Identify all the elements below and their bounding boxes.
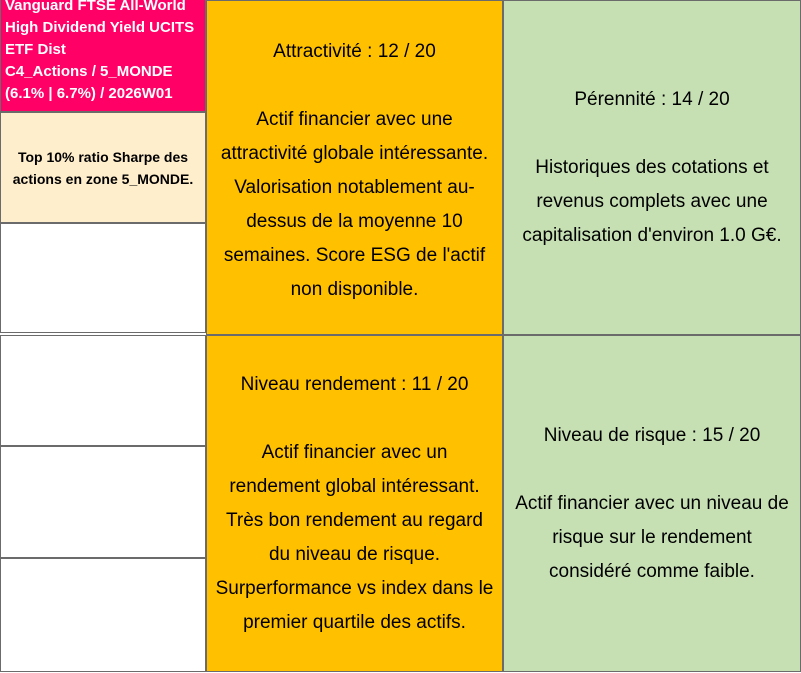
risque-text-line: risque sur le rendement <box>552 526 752 548</box>
sharpe-note-cell <box>0 112 206 223</box>
attractivite-text-line: Valorisation notablement au- <box>234 177 475 198</box>
risque-score-cell <box>503 335 801 672</box>
perennite-text-line: capitalisation d'environ 1.0 G€. <box>522 224 782 246</box>
sharpe-note-text: Top 10% ratio Sharpe des actions en zone 5_MONDE. <box>12 148 194 187</box>
perennite-text-line: Historiques des cotations et <box>535 156 769 178</box>
asset-title-line: High Dividend Yield UCITS <box>5 19 195 36</box>
rendement-text-line: Très bon rendement au regard <box>225 509 483 531</box>
rendement-text-line: Actif financier avec un <box>261 441 448 463</box>
asset-title-line: Vanguard FTSE All-World <box>5 0 186 14</box>
empty-cell <box>0 558 206 672</box>
asset-title-cell <box>0 0 206 112</box>
rendement-text-line: du niveau de risque. <box>268 543 441 565</box>
attractivite-heading: Attractivité : 12 / 20 <box>273 41 436 62</box>
attractivite-text-line: Actif financier avec une <box>256 109 453 130</box>
attractivite-score-cell <box>206 0 503 335</box>
empty-cell <box>0 446 206 558</box>
attractivite-text-line: semaines. Score ESG de l'actif <box>223 245 486 266</box>
perennite-text-line: revenus complets avec une <box>536 190 768 212</box>
rendement-score-cell <box>206 335 503 672</box>
rendement-text-line: Surperformance vs index dans le <box>215 577 494 599</box>
rendement-text-line: premier quartile des actifs. <box>243 611 466 633</box>
attractivite-text-line: dessus de la moyenne 10 <box>246 211 463 232</box>
asset-title-line: ETF Dist <box>5 41 66 58</box>
rendement-heading: Niveau rendement : 11 / 20 <box>240 373 469 395</box>
asset-performance-line: (6.1% | 6.7%) / 2026W01 <box>5 85 173 102</box>
empty-cell <box>0 335 206 446</box>
risque-text-line: considéré comme faible. <box>549 560 755 582</box>
perennite-heading: Pérennité : 14 / 20 <box>574 88 730 110</box>
empty-cell <box>0 223 206 333</box>
risque-heading: Niveau de risque : 15 / 20 <box>543 424 761 446</box>
rendement-text-line: rendement global intéressant. <box>229 475 480 497</box>
perennite-score-cell <box>503 0 801 335</box>
attractivite-text-line: non disponible. <box>290 279 419 300</box>
asset-category-line: C4_Actions / 5_MONDE <box>5 63 173 80</box>
attractivite-text-line: attractivité globale intéressante. <box>220 143 489 164</box>
risque-text-line: Actif financier avec un niveau de <box>515 492 789 514</box>
